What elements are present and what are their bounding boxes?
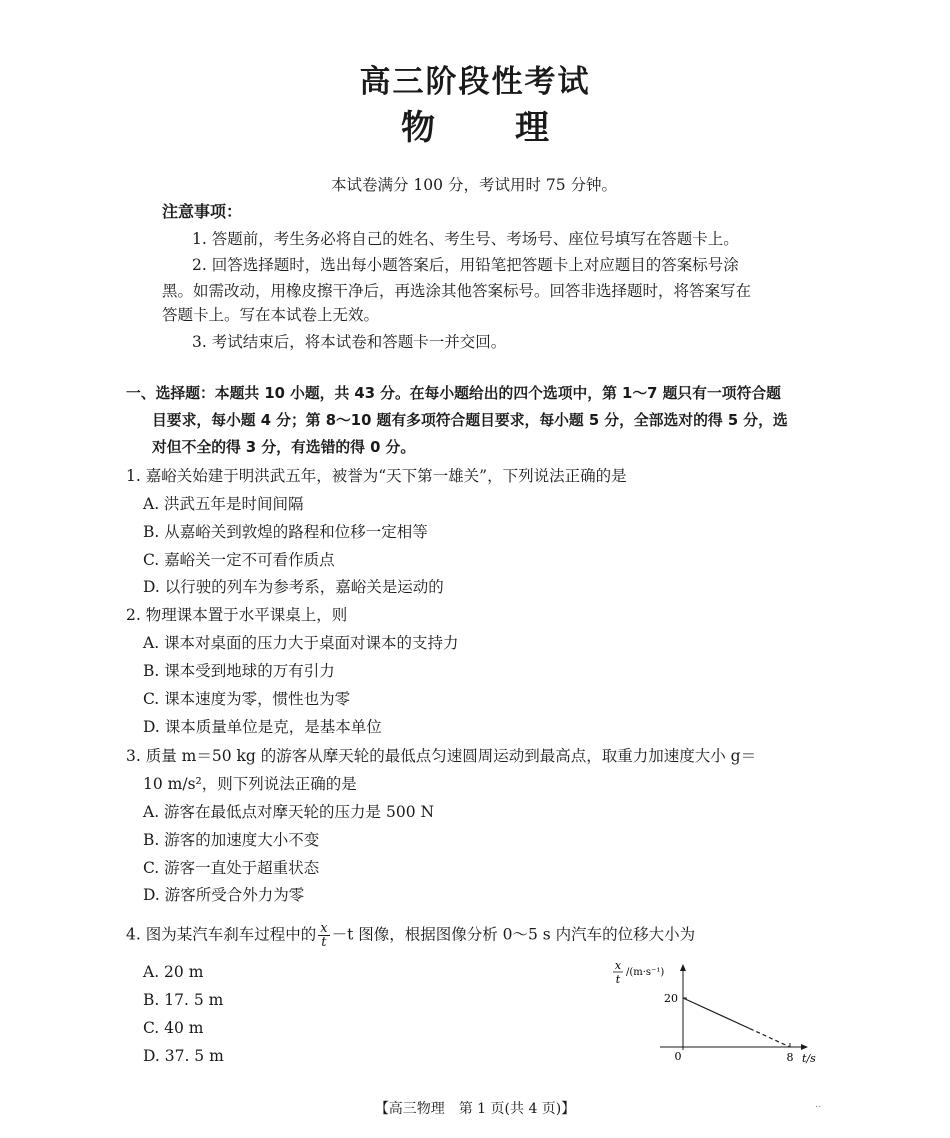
subject-char-right: 理 — [515, 108, 549, 148]
subject-title — [0, 100, 950, 149]
q4-graph-y-label-denominator: t — [615, 973, 621, 986]
q4-graph-y-unit: /(m·s⁻¹) — [626, 967, 665, 978]
q3-stem-line-2: 10 m/s²，则下列说法正确的是 — [143, 775, 357, 793]
q4-graph-y-label — [613, 959, 664, 986]
q4-graph-line-solid — [683, 998, 750, 1029]
section-1-line-1: 一、选择题：本题共 10 小题，共 43 分。在每小题给出的四个选项中，第 1～7 题只有一项符合题 — [126, 385, 781, 402]
exam-title: 高三阶段性考试 — [359, 64, 591, 100]
q4-option-b: B. 17. 5 m — [143, 991, 224, 1009]
q4-graph-x-label: t/s — [802, 1052, 816, 1065]
q4-graph-y-tick-label: 20 — [664, 992, 678, 1005]
q1-option-a: A. 洪武五年是时间间隔 — [143, 495, 304, 513]
subject-char-left: 物 — [401, 108, 435, 148]
q1-stem: 1. 嘉峪关始建于明洪武五年，被誉为“天下第一雄关”，下列说法正确的是 — [126, 467, 627, 485]
exam-intro: 本试卷满分 100 分，考试用时 75 分钟。 — [331, 176, 618, 194]
q4-fraction-denominator: t — [321, 935, 327, 950]
q2-option-b: B. 课本受到地球的万有引力 — [143, 662, 335, 680]
q1-option-b: B. 从嘉峪关到敦煌的路程和位移一定相等 — [143, 523, 428, 541]
notice-item-1: 1. 答题前，考生务必将自己的姓名、考生号、考场号、座位号填写在答题卡上。 — [192, 230, 739, 248]
q4-graph-origin: 0 — [674, 1050, 682, 1063]
notice-item-3: 3. 考试结束后，将本试卷和答题卡一并交回。 — [192, 333, 507, 351]
q3-option-a: A. 游客在最低点对摩天轮的压力是 500 N — [143, 803, 435, 821]
q4-option-c: C. 40 m — [143, 1019, 204, 1037]
section-1-line-3: 对但不全的得 3 分，有选错的得 0 分。 — [152, 439, 416, 456]
q3-option-c: C. 游客一直处于超重状态 — [143, 859, 320, 877]
q2-stem: 2. 物理课本置于水平课桌上，则 — [126, 606, 348, 624]
q1-option-c: C. 嘉峪关一定不可看作质点 — [143, 551, 335, 569]
q4-graph — [600, 955, 840, 1075]
notice-item-2-line-1: 2. 回答选择题时，选出每小题答案后，用铅笔把答题卡上对应题目的答案标号涂 — [192, 256, 739, 274]
q4-graph-line-dashed — [750, 1029, 790, 1047]
q4-graph-y-arrow-icon — [680, 964, 686, 971]
q4-stem — [126, 922, 695, 949]
q4-option-a: A. 20 m — [143, 963, 204, 981]
q4-stem-suffix: －t 图像，根据图像分析 0～5 s 内汽车的位移大小为 — [331, 925, 696, 944]
corner-mark: ·· — [815, 1102, 822, 1113]
q2-option-a: A. 课本对桌面的压力大于桌面对课本的支持力 — [143, 634, 459, 652]
q4-graph-y-label-numerator: x — [614, 959, 622, 972]
q3-stem-line-1: 3. 质量 m＝50 kg 的游客从摩天轮的最低点匀速圆周运动到最高点，取重力加速度大小 g＝ — [126, 747, 757, 765]
notice-item-2-line-2: 黑。如需改动，用橡皮擦干净后，再选涂其他答案标号。回答非选择题时，将答案写在 — [162, 282, 752, 300]
q4-graph-x-tick-label: 8 — [786, 1051, 794, 1064]
q4-graph-x-arrow-icon — [801, 1044, 808, 1050]
q4-option-d: D. 37. 5 m — [143, 1047, 224, 1065]
q4-fraction-numerator: x — [320, 921, 328, 936]
q4-fraction — [318, 922, 329, 949]
page-footer: 【高三物理 第 1 页(共 4 页)】 — [374, 1101, 576, 1117]
notice-heading: 注意事项： — [162, 202, 243, 221]
q3-option-d: D. 游客所受合外力为零 — [143, 886, 305, 904]
q2-option-c: C. 课本速度为零，惯性也为零 — [143, 690, 351, 708]
notice-item-2-line-3: 答题卡上。写在本试卷上无效。 — [162, 306, 380, 324]
q1-option-d: D. 以行驶的列车为参考系，嘉峪关是运动的 — [143, 578, 444, 596]
section-1-line-2: 目要求，每小题 4 分；第 8～10 题有多项符合题目要求，每小题 5 分，全部选对的得 5 分，选 — [152, 412, 788, 429]
q2-option-d: D. 课本质量单位是克，是基本单位 — [143, 718, 382, 736]
q3-option-b: B. 游客的加速度大小不变 — [143, 831, 320, 849]
q4-stem-prefix: 4. 图为某汽车刹车过程中的 — [126, 925, 317, 944]
